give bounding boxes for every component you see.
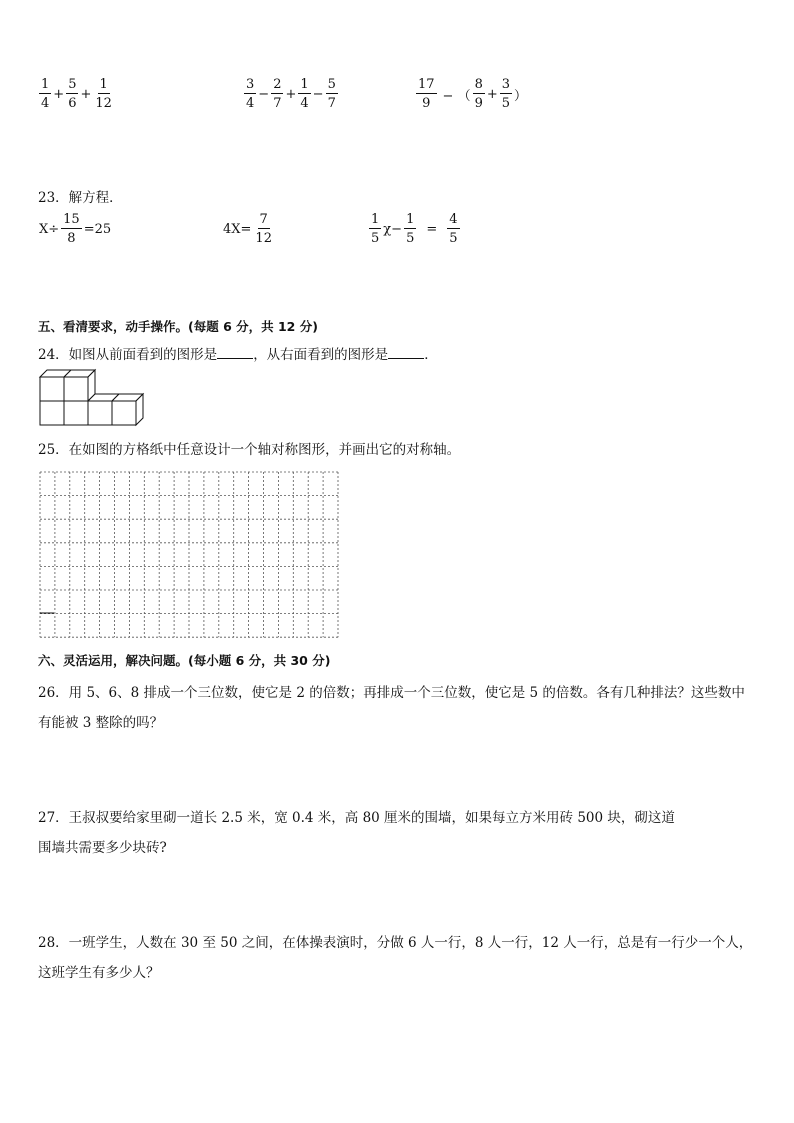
section-5-heading: 五、看清要求，动手操作。(每题 6 分，共 12 分) (38, 319, 318, 334)
fraction: $\frac{8}{9}$ (474, 77, 483, 111)
fraction: $\frac{15}{8}$ (63, 212, 80, 246)
fraction: $\frac{5}{6}$ (68, 77, 77, 111)
expression-3: $\frac{17}{9}$ − （ $\frac{8}{9}$ + $\frac{3}{5}$ ） (418, 77, 528, 111)
fraction: $\frac{2}{7}$ (273, 77, 282, 111)
expression-2: $\frac{3}{4}$ − $\frac{2}{7}$ + $\frac{1}{4}$ − $\frac{5}{7}$ (246, 77, 336, 111)
question-26-line-1: 26．用 5、6、8 排成一个三位数，使它是 2 的倍数；再排成一个三位数，使它是 5 的倍数。各有几种排法？这些数中 (38, 685, 745, 701)
cube-front (40, 377, 64, 401)
fraction: $\frac{7}{12}$ (255, 212, 272, 246)
fraction: $\frac{1}{5}$ (406, 212, 415, 246)
fraction: $\frac{1}{12}$ (95, 77, 112, 111)
cube-front (64, 377, 88, 401)
answer-blank[interactable] (388, 346, 424, 359)
cube-figure (38, 368, 150, 430)
equation-1: X÷ $\frac{15}{8}$ =25 (39, 212, 112, 246)
cube-front (64, 401, 88, 425)
fraction: $\frac{3}{4}$ (246, 77, 255, 111)
expression-1: $\frac{1}{4}$ + $\frac{5}{6}$ + $\frac{1}{12}$ (41, 77, 112, 111)
cube-front (40, 401, 64, 425)
question-24: 24．如图从前面看到的图形是 ，从右面看到的图形是 ． (38, 347, 438, 363)
question-23-title: 23．解方程． (38, 190, 123, 206)
fraction: $\frac{3}{5}$ (501, 77, 511, 111)
question-25: 25．在如图的方格纸中任意设计一个轴对称图形，并画出它的对称轴。 (38, 442, 461, 458)
question-27-line-2: 围墙共需要多少块砖? (38, 840, 167, 856)
fraction: $\frac{17}{9}$ (418, 77, 435, 111)
cube-front (112, 401, 136, 425)
question-28-line-2: 这班学生有多少人？ (38, 965, 160, 981)
grid-paper[interactable] (38, 470, 340, 638)
cube-front (88, 401, 112, 425)
question-27-line-1: 27．王叔叔要给家里砌一道长 2.5 米，宽 0.4 米，高 80 厘米的围墙，如果每立方米用砖 500 块，砌这道 (38, 810, 675, 826)
section-6-heading: 六、灵活运用，解决问题。(每小题 6 分，共 30 分) (38, 653, 331, 668)
fraction: $\frac{1}{4}$ (300, 77, 309, 111)
equation-2: 4X= $\frac{7}{12}$ (223, 212, 272, 246)
fraction: $\frac{5}{7}$ (327, 77, 336, 111)
question-28-line-1: 28．一班学生，人数在 30 至 50 之间，在体操表演时，分做 6 人一行，8 人一行，12 人一行，总是有一行少一个人， (38, 935, 753, 951)
fraction: $\frac{1}{4}$ (41, 77, 50, 111)
fraction: $\frac{4}{5}$ (449, 212, 458, 246)
fraction: $\frac{1}{5}$ (371, 212, 380, 246)
answer-blank[interactable] (217, 346, 253, 359)
equation-3: $\frac{1}{5}$ χ− $\frac{1}{5}$ = $\frac{4}{5}$ (371, 212, 458, 246)
question-26-line-2: 有能被 3 整除的吗？ (38, 715, 164, 731)
